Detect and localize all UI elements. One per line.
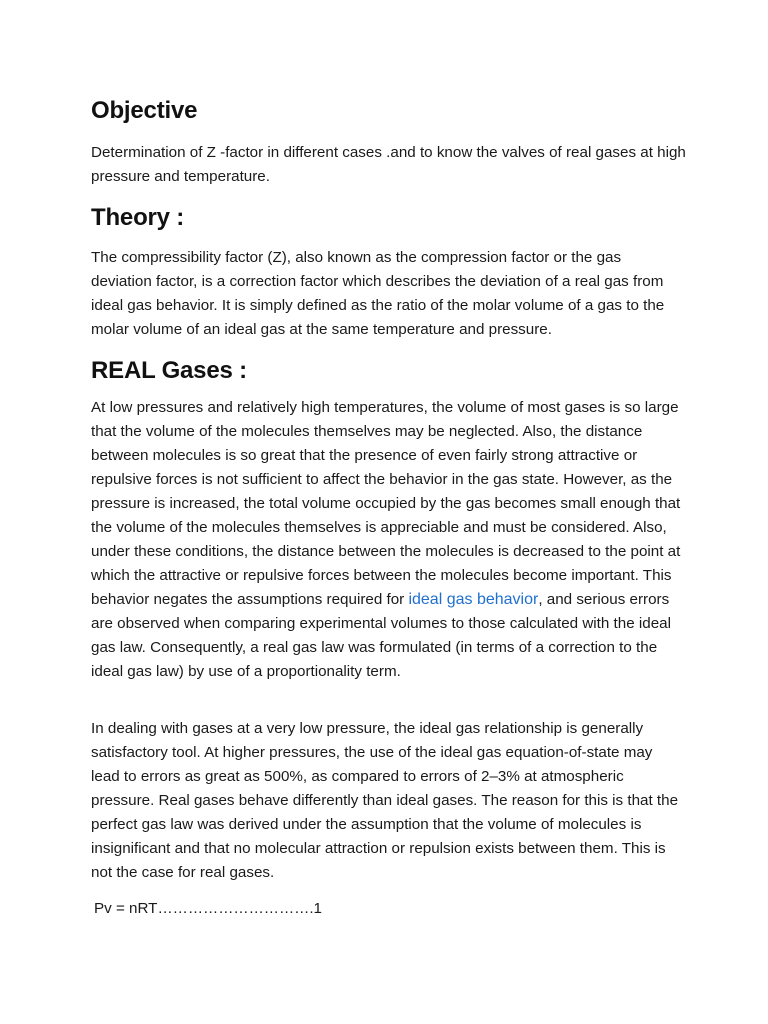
objective-paragraph: Determination of Z -factor in different cases .and to know the valves of real gases at high pressure and temperature. (91, 144, 686, 185)
paragraph-text-after-link: , and serious errors are observed when comparing experimental volumes to those calculated with the ideal gas law. Consequently, a real gas law was formulated (in terms of a correction to the ideal gas law) by use of a proportionality term. (91, 591, 671, 680)
ideal-gas-behavior-link[interactable]: ideal gas behavior (408, 591, 539, 608)
paragraph-text-before-link: At low pressures and relatively high temperatures, the volume of most gases is so large that the volume of the molecules themselves may be neglected. Also, the distance between molecules is so great that the presence of even fairly strong attractive or repulsive forces is not sufficient to affect the behavior in the gas state. However, as the pressure is increased, the total volume occupied by the gas becomes small enough that the volume of the molecules themselves is appreciable and must be considered. Also, under these conditions, the distance between the molecules is decreased to the point at which the attractive or repulsive forces between the molecules become important. This behavior negates the assumptions required for (91, 399, 681, 608)
real-gases-heading: REAL Gases : (91, 357, 247, 384)
objective-heading: Objective (91, 97, 198, 124)
real-gases-paragraph-2: In dealing with gases at a very low pressure, the ideal gas relationship is generally satisfactory tool. At higher pressures, the use of the ideal gas equation-of-state may lead to errors as great as 500%, as compared to errors of 2–3% at atmospheric pressure. Real gases behave differently than ideal gases. The reason for this is that the perfect gas law was derived under the assumption that the volume of molecules is insignificant and that no molecular attraction or repulsion exists between them. This is not the case for real gases. (91, 720, 679, 881)
theory-paragraph: The compressibility factor (Z), also known as the compression factor or the gas deviation factor, is a correction factor which describes the deviation of a real gas from ideal gas behavior. It is simply defined as the ratio of the molar volume of a gas to the molar volume of an ideal gas at the same temperature and pressure. (91, 249, 665, 338)
theory-heading: Theory : (91, 204, 185, 231)
real-gases-paragraph-1 (91, 396, 681, 684)
ideal-gas-equation: Pv = nRT………………………….1 (94, 900, 322, 917)
